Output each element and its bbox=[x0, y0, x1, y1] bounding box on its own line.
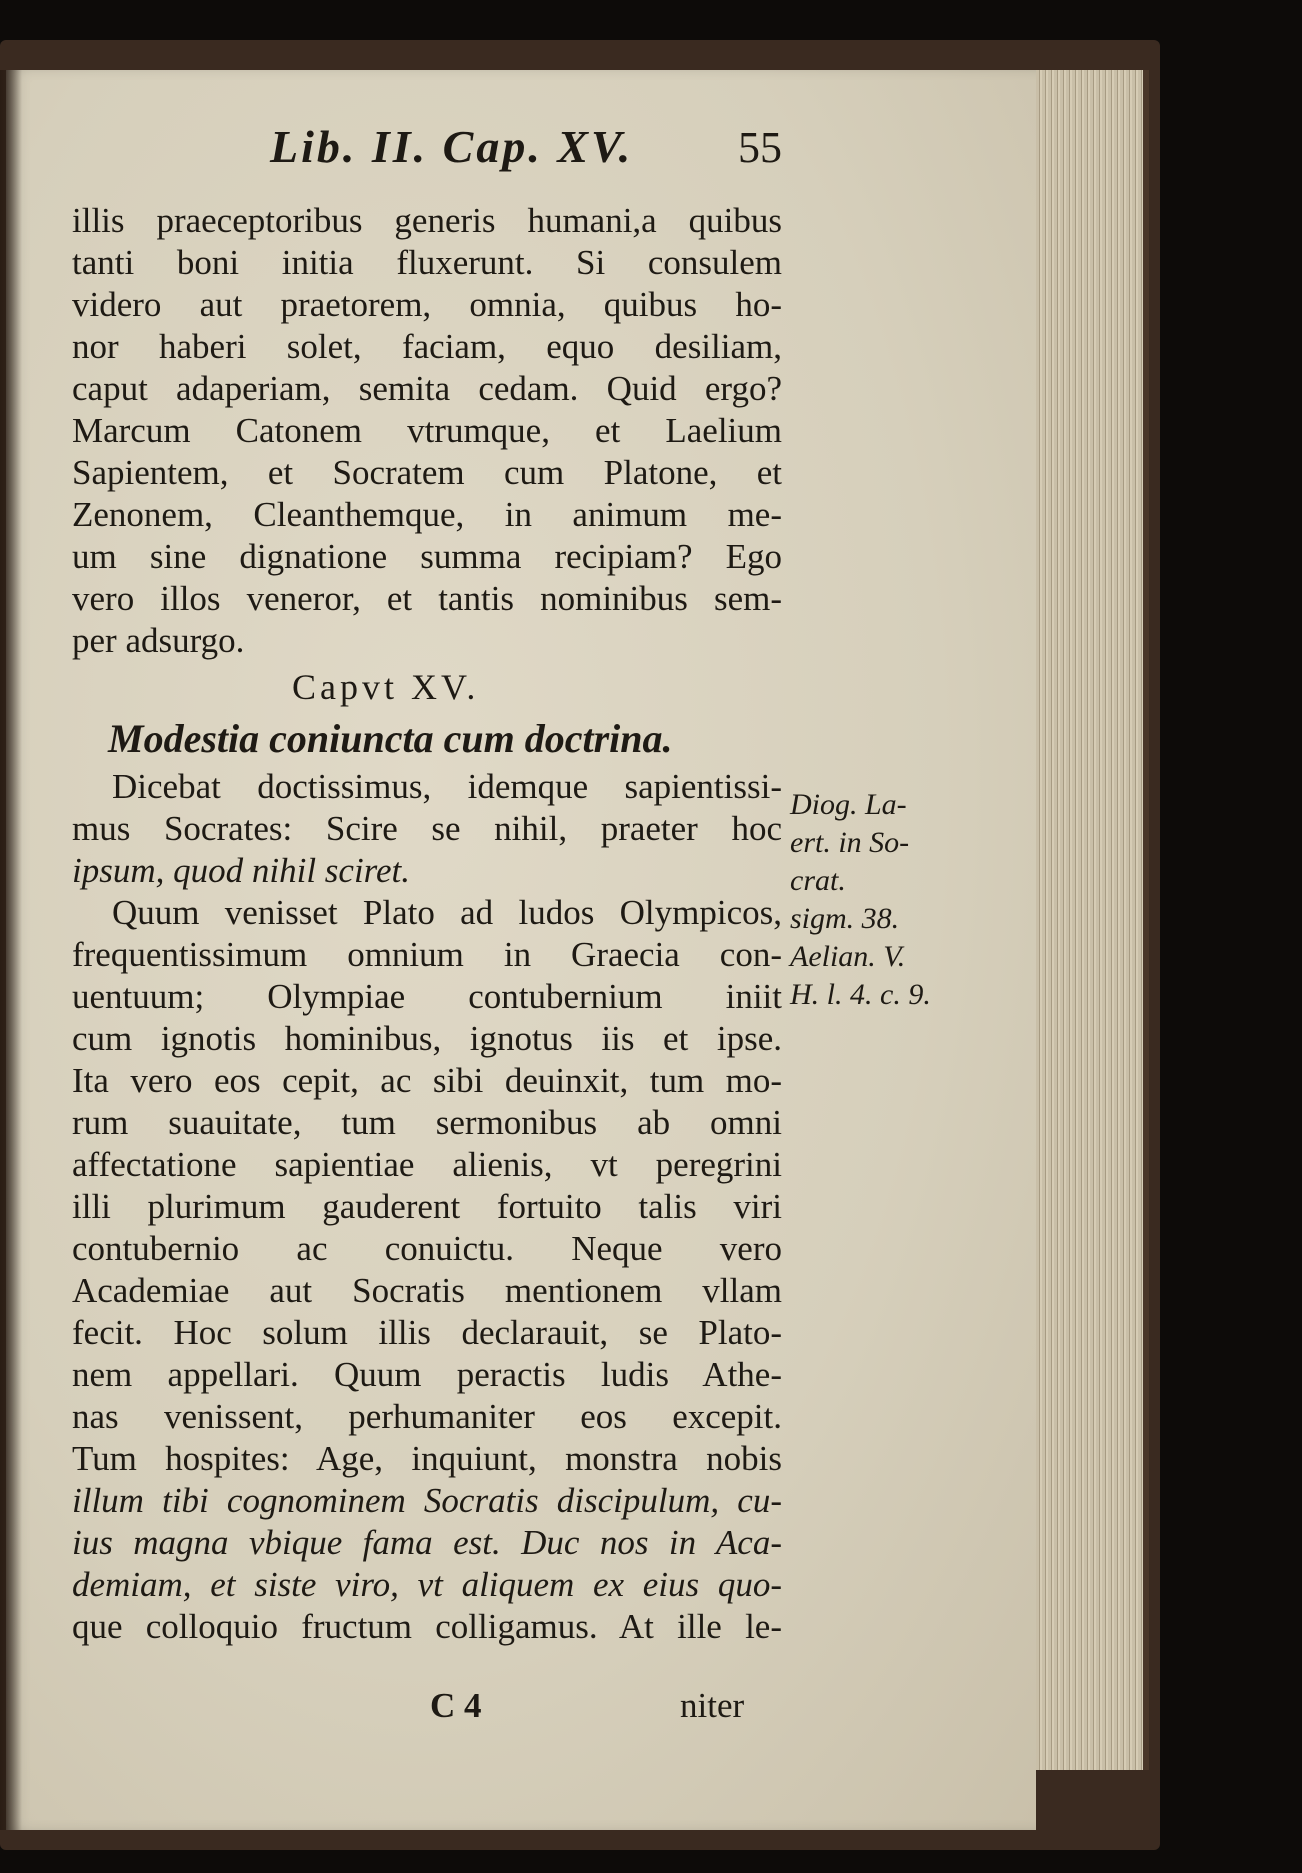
running-head-title: Lib. II. Cap. XV. bbox=[270, 121, 634, 172]
text-line: um sine dignatione summa recipiam? Ego bbox=[72, 537, 782, 576]
text-line: rum suauitate, tum sermonibus ab omni bbox=[72, 1103, 782, 1142]
margin-note: H. l. 4. c. 9. bbox=[790, 978, 931, 1011]
text-line: fecit. Hoc solum illis declarauit, se Plato- bbox=[72, 1313, 782, 1352]
text-line: illis praeceptoribus generis humani,a quibus bbox=[72, 201, 782, 240]
chapter-subtitle: Modestia coniuncta cum doctrina. bbox=[108, 716, 673, 761]
text-line: contubernio ac conuictu. Neque vero bbox=[72, 1229, 782, 1268]
running-head bbox=[0, 120, 1030, 170]
text-line: nor haberi solet, faciam, equo desiliam, bbox=[72, 327, 782, 366]
text-line: Quum venisset Plato ad ludos Olympicos, bbox=[112, 893, 782, 932]
text-line: demiam, et siste viro, vt aliquem ex eius quo- bbox=[72, 1565, 782, 1604]
text-line: videro aut praetorem, omnia, quibus ho- bbox=[72, 285, 782, 324]
text-line: mus Socrates: Scire se nihil, praeter hoc bbox=[72, 809, 782, 848]
text-line: affectatione sapientiae alienis, vt peregrini bbox=[72, 1145, 782, 1184]
margin-note: sigm. 38. bbox=[790, 902, 900, 935]
text-line: illum tibi cognominem Socratis discipulum, cu- bbox=[72, 1481, 782, 1520]
margin-note: Aelian. V. bbox=[790, 940, 906, 973]
text-line: Tum hospites: Age, inquiunt, monstra nobis bbox=[72, 1439, 782, 1478]
text-line: Dicebat doctissimus, idemque sapientissi- bbox=[112, 767, 782, 806]
text-line: que colloquio fructum colligamus. At ille le- bbox=[72, 1607, 782, 1646]
text-line: Academiae aut Socratis mentionem vllam bbox=[72, 1271, 782, 1310]
signature-mark: C 4 bbox=[430, 1686, 482, 1725]
chapter-heading: Capvt XV. bbox=[292, 667, 480, 707]
text-line: Marcum Catonem vtrumque, et Laelium bbox=[72, 411, 782, 450]
text-line: cum ignotis hominibus, ignotus iis et ipse. bbox=[72, 1019, 782, 1058]
page-number: 55 bbox=[738, 123, 782, 172]
page-footer bbox=[0, 1686, 1030, 1736]
spine-shadow bbox=[0, 70, 22, 1830]
text-line: nem appellari. Quum peractis ludis Athe- bbox=[72, 1355, 782, 1394]
margin-notes bbox=[790, 786, 960, 1014]
text-line: Ita vero eos cepit, ac sibi deuinxit, tum mo- bbox=[72, 1061, 782, 1100]
page-edges bbox=[1018, 70, 1149, 1770]
text-line: uentuum; Olympiae contubernium iniit bbox=[72, 977, 782, 1016]
margin-note: Diog. La- bbox=[790, 788, 907, 821]
text-line: nas venissent, perhumaniter eos excepit. bbox=[72, 1397, 782, 1436]
text-line: ius magna vbique fama est. Duc nos in Aca- bbox=[72, 1523, 782, 1562]
text-line: vero illos veneror, et tantis nominibus sem- bbox=[72, 579, 782, 618]
text-line: caput adaperiam, semita cedam. Quid ergo? bbox=[72, 369, 782, 408]
text-line: ipsum, quod nihil sciret. bbox=[72, 851, 411, 890]
catchword: niter bbox=[680, 1686, 745, 1725]
text-line: tanti boni initia fluxerunt. Si consulem bbox=[72, 243, 782, 282]
text-line: frequentissimum omnium in Graecia con- bbox=[72, 935, 782, 974]
text-line: illi plurimum gauderent fortuito talis viri bbox=[72, 1187, 782, 1226]
text-line: Zenonem, Cleanthemque, in animum me- bbox=[72, 495, 782, 534]
margin-note: crat. bbox=[790, 864, 846, 897]
text-line: Sapientem, et Socratem cum Platone, et bbox=[72, 453, 782, 492]
margin-note: ert. in So- bbox=[790, 826, 910, 859]
body-text bbox=[72, 200, 782, 1648]
text-line: per adsurgo. bbox=[72, 621, 245, 660]
